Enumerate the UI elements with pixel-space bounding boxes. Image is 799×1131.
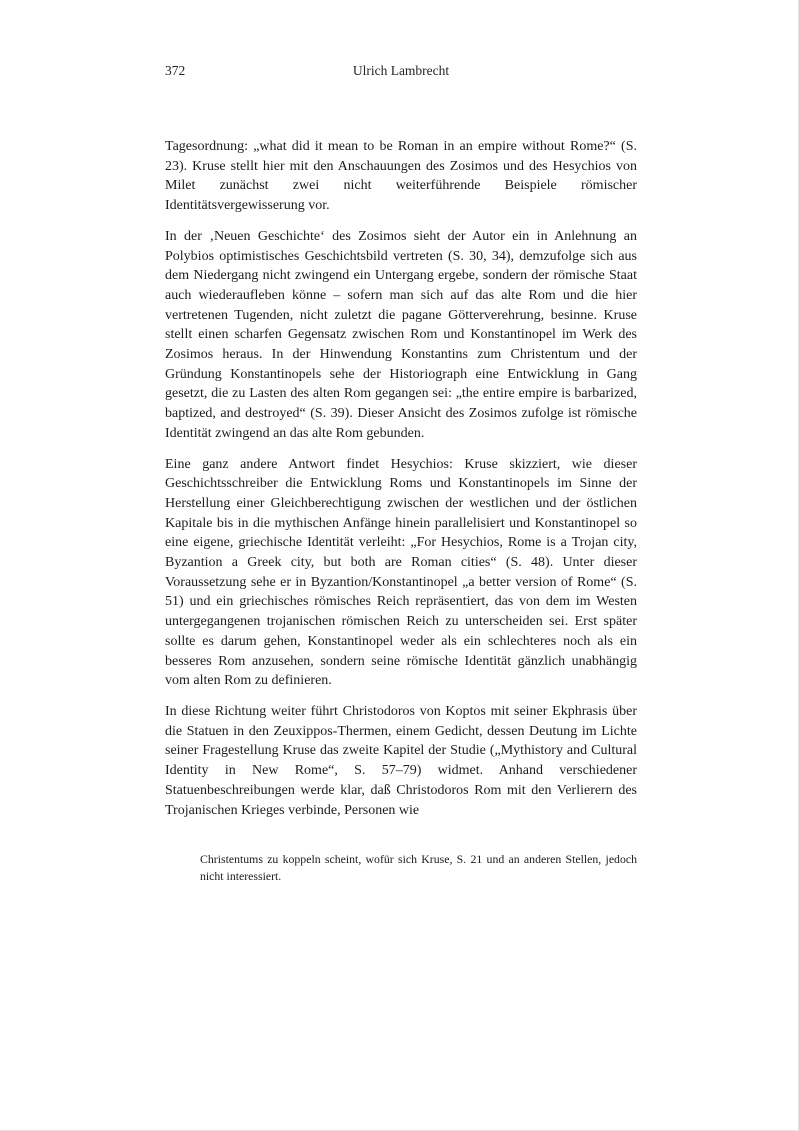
footnote: Christentums zu koppeln scheint, wofür sich Kruse, S. 21 und an anderen Stellen, jedoch nicht interessiert. [200,852,637,883]
paragraph-4: In diese Richtung weiter führt Christodoros von Koptos mit seiner Ekphrasis über die Statuen in den Zeuxippos-Thermen, einem Gedicht, dessen Deutung im Lichte seiner Fragestellung Kruse das zweite Kapitel der Studie („Mythistory and Cultural Identity in New Rome“, S. 57–79) widmet. Anhand verschiedener Statuenbeschreibungen werde klar, daß Christodoros Rom mit den Verlierern des Trojanischen Krieges verbinde, Personen wie [165,703,637,818]
paragraph-1: Tagesordnung: „what did it mean to be Roman in an empire without Rome?“ (S. 23). Kruse stellt hier mit den Anschauungen des Zosimos und des Hesychios von Milet zunächst zwei nicht weiterführende Beispiele römischer Identitätsvergewisserung vor. [165,139,637,214]
paragraph-2: In der ‚Neuen Geschichte‘ des Zosimos sieht der Autor ein in Anlehnung an Polybios optimistisches Geschichtsbild vertreten (S. 30, 34), demzufolge sich aus dem Niedergang nicht zwingend ein Untergang ergebe, sondern der römische Staat auch wiederaufleben könne – sofern man sich auf das alte Rom und die hier vertretenen Tugenden, nicht zuletzt die pagane Götterverehrung, besinne. Kruse stellt einen scharfen Gegensatz zwischen Rom und Konstantinopel im Werk des Zosimos heraus. In der Hinwendung Konstantins zum Christentum und der Gründung Konstantinopels sehe der Historiograph eine Entwicklung in Gang gesetzt, die zu Lasten des alten Rom gegangen sei: „the entire empire is barbarized, baptized, and destroyed“ (S. 39). Dieser Ansicht des Zosimos zufolge ist römische Identität zwingend an das alte Rom gebunden. [165,228,637,441]
page-header [165,63,637,83]
running-title: Ulrich Lambrecht [352,63,450,78]
page-number: 372 [165,63,186,78]
body-text [165,137,637,831]
paragraph-3: Eine ganz andere Antwort findet Hesychios: Kruse skizziert, wie dieser Geschichtsschreiber die Entwicklung Roms und Konstantinopels im Sinne der Herstellung einer Gleichberechtigung zwischen der westlichen und der östlichen Kapitale bis in die mythischen Anfänge hinein parallelisiert und Konstantinopel so eine eigene, griechische Identität verleiht: „For Hesychios, Rome is a Trojan city, Byzantion a Greek city, but both are Roman cities“ (S. 48). Unter dieser Voraussetzung sehe er in Byzantion/Konstantinopel „a better version of Rome“ (S. 51) und ein griechisches römisches Reich repräsentiert, das von dem im Westen untergegangenen trojanischen römischen Reich zu unterscheiden sei. Erst später sollte es darum gehen, Konstantinopel weder als ein schlechteres noch als ein besseres Rom anzusehen, sondern seine römische Identität gänzlich unabhängig vom alten Rom zu definieren. [165,456,637,689]
